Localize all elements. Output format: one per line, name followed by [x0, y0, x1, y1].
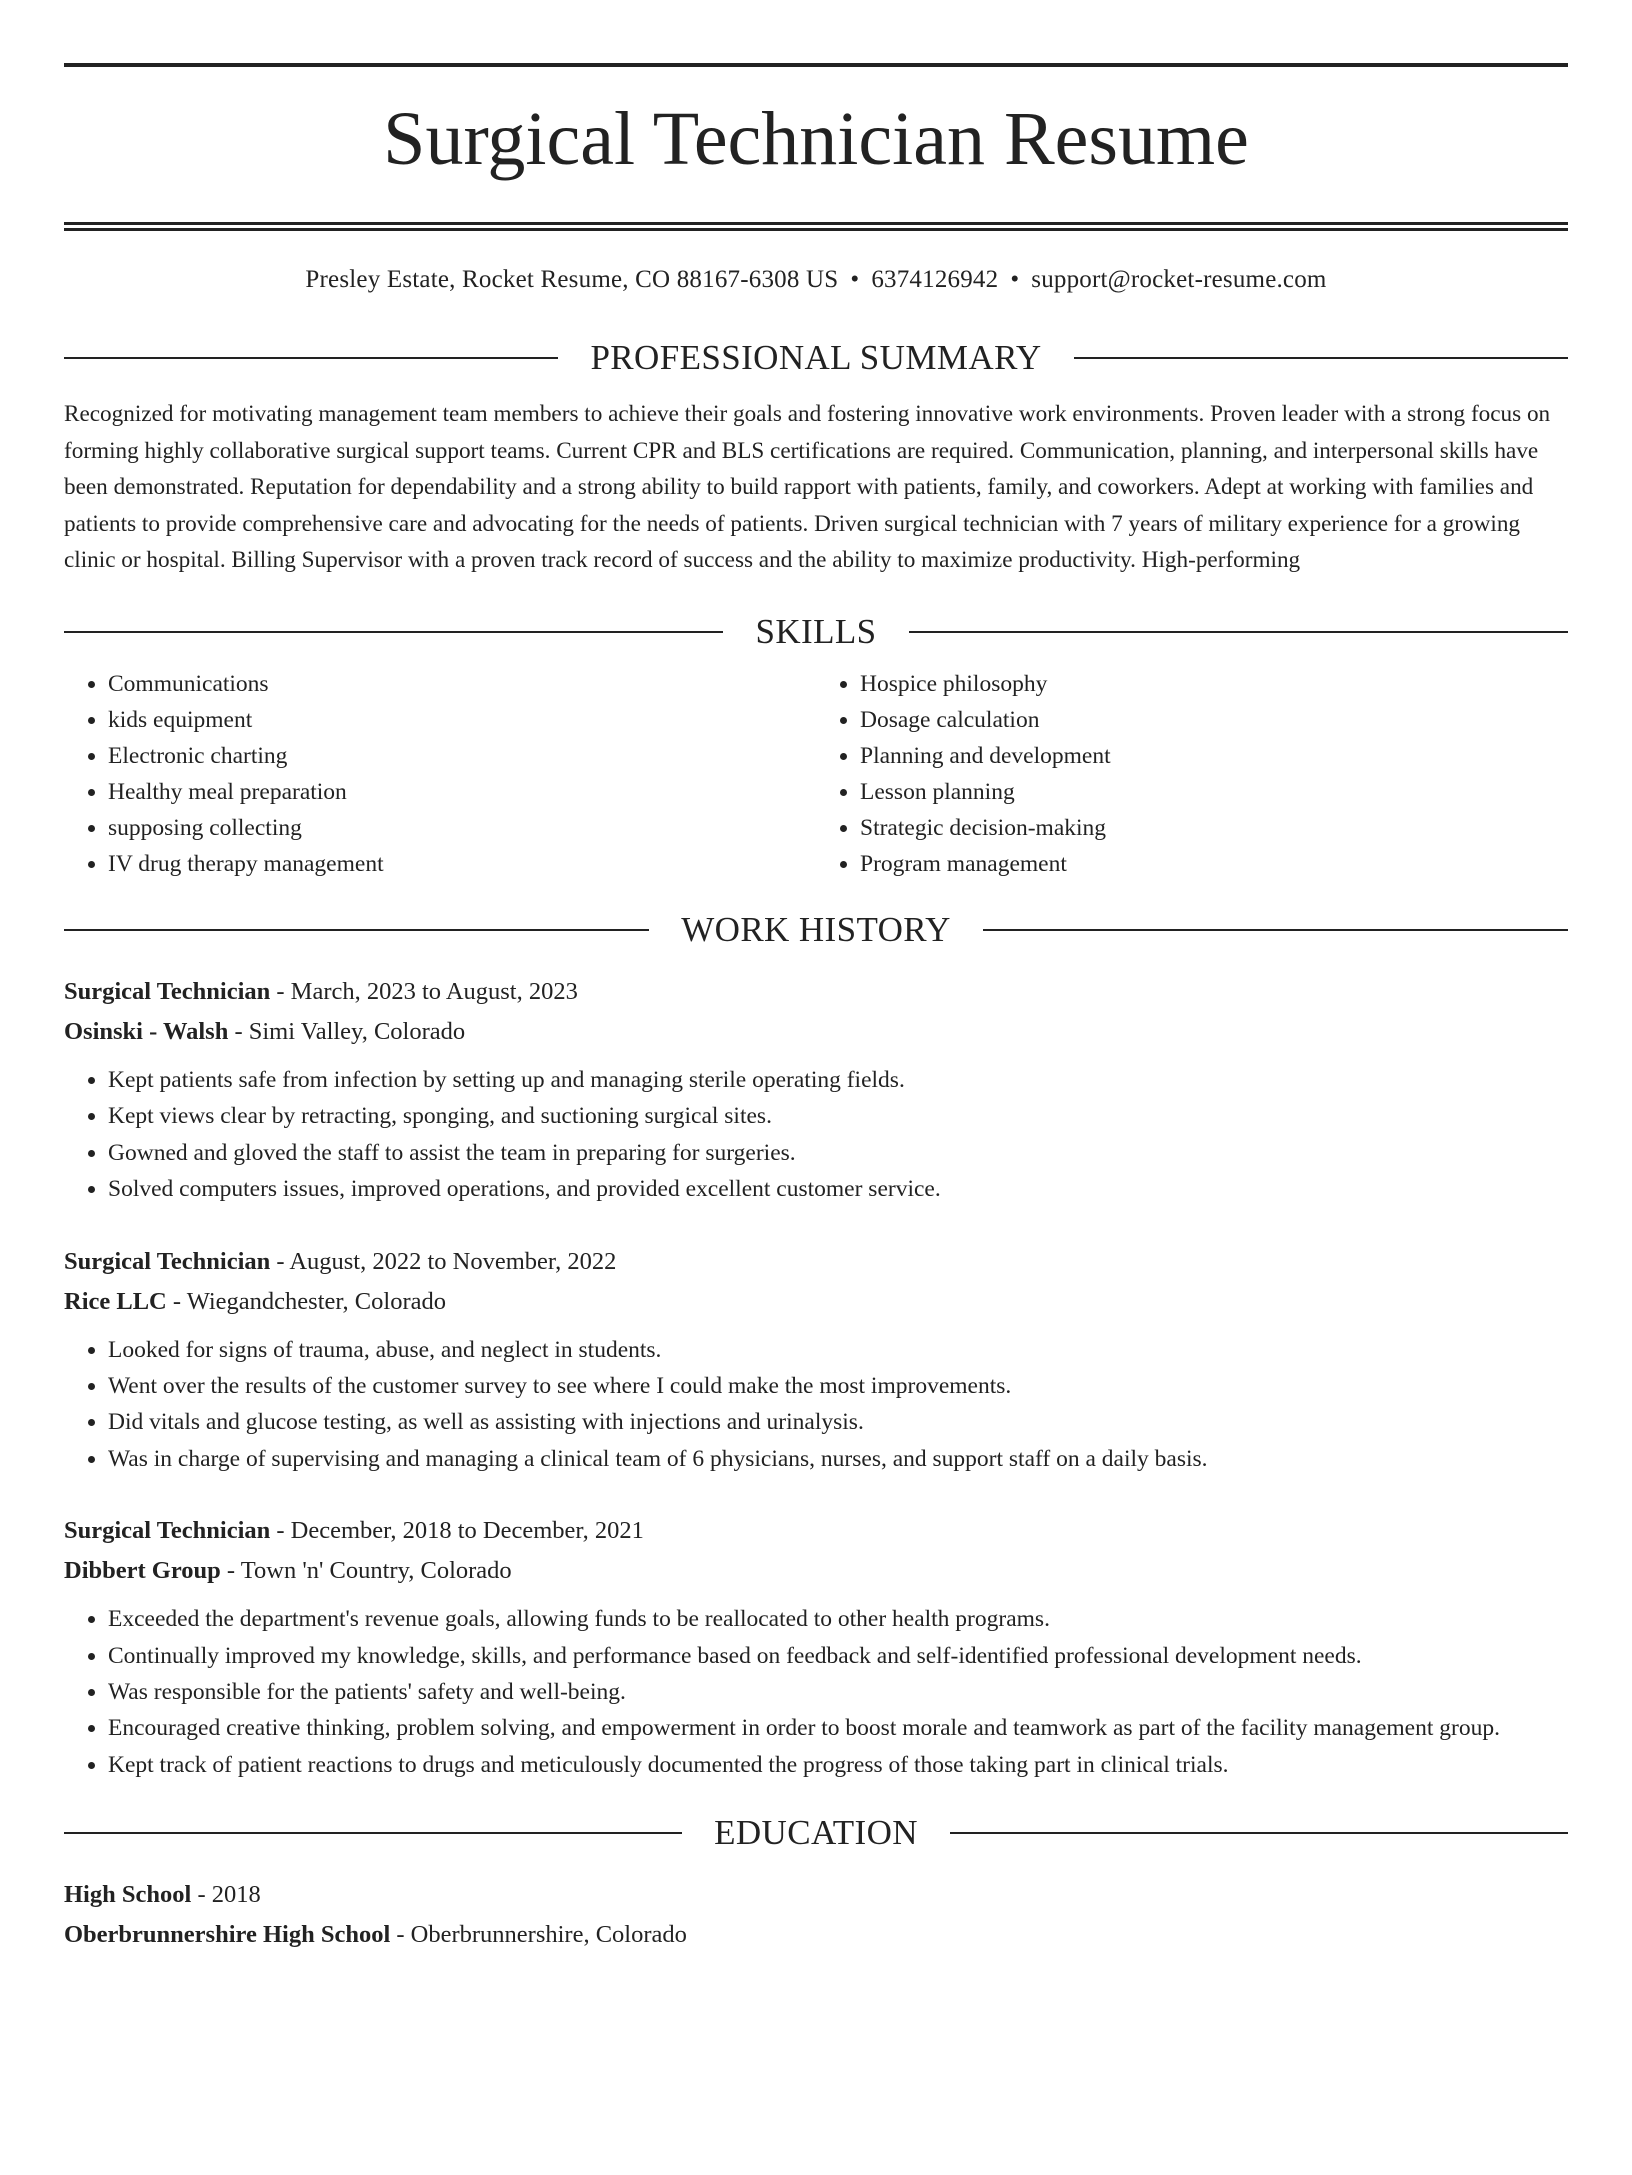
heading-rule: [1074, 357, 1568, 359]
job-company: Dibbert Group: [64, 1557, 221, 1585]
contact-separator: •: [850, 265, 860, 293]
skills-column-right: [816, 666, 1568, 882]
job-title: Surgical Technician: [64, 977, 271, 1005]
job-entry: [64, 1511, 1568, 1783]
job-bullets: [64, 1062, 1568, 1208]
job-title-line: [64, 1242, 1568, 1282]
skill-item: • Healthy meal preparation: [108, 774, 816, 810]
section-title: PROFESSIONAL SUMMARY: [590, 337, 1042, 377]
contact-address: Presley Estate, Rocket Resume, CO 88167-6308 US: [305, 265, 839, 293]
contact-email: support@rocket-resume.com: [1031, 265, 1327, 293]
section-title: EDUCATION: [714, 1813, 918, 1853]
contact-separator: •: [1010, 265, 1020, 293]
job-bullet: • Kept track of patient reactions to drugs and meticulously documented the progress of those taking part in clinical trials.: [108, 1747, 1568, 1783]
job-entry: [64, 972, 1568, 1208]
section-heading-education: [64, 1813, 1568, 1853]
job-bullet: • Did vitals and glucose testing, as well as assisting with injections and urinalysis.: [108, 1404, 1568, 1440]
skill-item: • kids equipment: [108, 702, 816, 738]
skill-item: • Electronic charting: [108, 738, 816, 774]
heading-rule: [64, 929, 649, 931]
education-school-line: [64, 1915, 1568, 1955]
job-bullet: • Was in charge of supervising and managing a clinical team of 6 physicians, nurses, and support staff on a daily basis.: [108, 1441, 1568, 1477]
job-location: - Wiegandchester, Colorado: [166, 1287, 446, 1315]
skill-item: • Planning and development: [860, 738, 1568, 774]
skill-item: • Program management: [860, 846, 1568, 882]
skill-item: • Lesson planning: [860, 774, 1568, 810]
skill-item: • IV drug therapy management: [108, 846, 816, 882]
education-degree-line: [64, 1875, 1568, 1915]
education-school: Oberbrunnershire High School: [64, 1921, 391, 1949]
skill-item: • Communications: [108, 666, 816, 702]
section-heading-work: [64, 910, 1568, 950]
top-rule: [64, 63, 1568, 67]
heading-rule: [983, 929, 1568, 931]
section-heading-skills: [64, 612, 1568, 652]
job-title-line: [64, 1511, 1568, 1551]
job-entry: [64, 1242, 1568, 1478]
resume-page: [0, 63, 1632, 2175]
skill-item: • supposing collecting: [108, 810, 816, 846]
job-title: Surgical Technician: [64, 1247, 271, 1275]
heading-rule: [909, 631, 1568, 633]
heading-rule: [950, 1832, 1568, 1834]
contact-line: [64, 263, 1568, 297]
job-dates: - December, 2018 to December, 2021: [270, 1517, 644, 1545]
skill-item: • Hospice philosophy: [860, 666, 1568, 702]
education-location: - Oberbrunnershire, Colorado: [390, 1921, 687, 1949]
education-entry: [64, 1875, 1568, 1955]
education-year: - 2018: [191, 1881, 261, 1909]
job-bullet: • Exceeded the department's revenue goals, allowing funds to be reallocated to other health programs.: [108, 1601, 1568, 1637]
job-company-line: [64, 1282, 1568, 1322]
job-bullet: • Was responsible for the patients' safety and well-being.: [108, 1674, 1568, 1710]
job-dates: - August, 2022 to November, 2022: [270, 1247, 617, 1275]
page-title: Surgical Technician Resume: [383, 97, 1249, 181]
summary-text: Recognized for motivating management team members to achieve their goals and fostering innovative work environments. Proven leader with a strong focus on forming highly collaborative surgical support teams. Current CPR and BLS certifications are required. Communication, planning, and interpersonal skills have been demonstrated. Reputation for dependability and a strong ability to build rapport with patients, family, and coworkers. Adept at working with families and patients to provide comprehensive care and advocating for the needs of patients. Driven surgical technician with 7 years of military experience for a growing clinic or hospital. Billing Supervisor with a proven track record of success and the ability to maximize productivity. High-performing: [64, 400, 1551, 574]
skill-item: • Dosage calculation: [860, 702, 1568, 738]
title-double-rule: [64, 222, 1568, 231]
job-location: - Town 'n' Country, Colorado: [220, 1557, 512, 1585]
heading-rule: [64, 631, 723, 633]
job-bullet: • Kept patients safe from infection by setting up and managing sterile operating fields.: [108, 1062, 1568, 1098]
job-bullets: [64, 1332, 1568, 1478]
job-title-line: [64, 972, 1568, 1012]
skills-column-left: [64, 666, 816, 882]
job-bullet: • Gowned and gloved the staff to assist the team in preparing for surgeries.: [108, 1135, 1568, 1171]
section-heading-summary: [64, 338, 1568, 378]
job-company: Osinski - Walsh: [64, 1017, 229, 1045]
education-degree: High School: [64, 1881, 192, 1909]
job-dates: - March, 2023 to August, 2023: [270, 977, 578, 1005]
job-company-line: [64, 1012, 1568, 1052]
job-bullet: • Looked for signs of trauma, abuse, and neglect in students.: [108, 1332, 1568, 1368]
job-company-line: [64, 1551, 1568, 1591]
job-bullet: • Kept views clear by retracting, sponging, and suctioning surgical sites.: [108, 1098, 1568, 1134]
job-title: Surgical Technician: [64, 1517, 271, 1545]
job-bullet: • Went over the results of the customer survey to see where I could make the most improvements.: [108, 1368, 1568, 1404]
job-bullets: [64, 1601, 1568, 1783]
heading-rule: [64, 1832, 682, 1834]
job-bullet: • Encouraged creative thinking, problem solving, and empowerment in order to boost morale and teamwork as part of the facility management group.: [108, 1710, 1568, 1746]
section-title: WORK HISTORY: [681, 909, 951, 949]
job-bullet: • Solved computers issues, improved operations, and provided excellent customer service.: [108, 1171, 1568, 1207]
job-bullet: • Continually improved my knowledge, skills, and performance based on feedback and self-identified professional development needs.: [108, 1638, 1568, 1674]
section-title: SKILLS: [755, 611, 877, 651]
skill-item: • Strategic decision-making: [860, 810, 1568, 846]
skills-list: [64, 666, 1568, 882]
job-company: Rice LLC: [64, 1287, 167, 1315]
contact-phone: 6374126942: [871, 265, 999, 293]
heading-rule: [64, 357, 558, 359]
job-location: - Simi Valley, Colorado: [228, 1017, 466, 1045]
